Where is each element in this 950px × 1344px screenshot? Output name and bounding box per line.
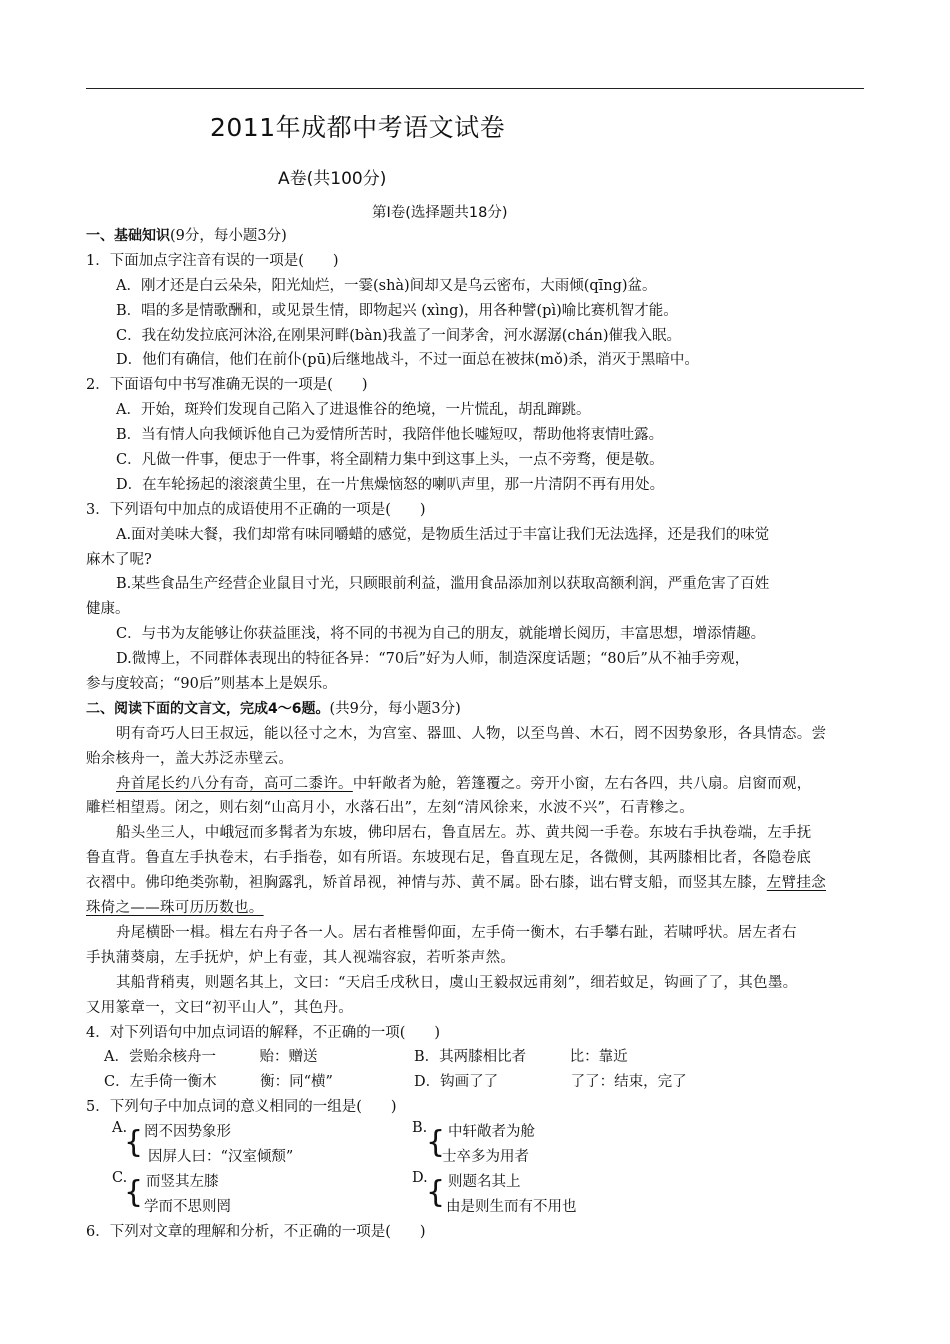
passage-p5-line1: 其船背稍夷，则题名其上，文曰：“天启壬戌秋日，虞山王毅叔远甫刻”，细若蚊足，钩画了了，其色墨。 (116, 974, 798, 991)
part-heading: 第Ⅰ卷(选择题共18分) (372, 205, 508, 221)
q6-stem: 6．下列对文章的理解和分析，不正确的一项是( ) (86, 1223, 426, 1240)
q3-option-c: C．与书为友能够让你获益匪浅，将不同的书视为自己的朋友，就能增长阅历，丰富思想，增添情趣。 (116, 626, 766, 643)
section2-heading: 二、阅读下面的文言文，完成4～6题。(共9分，每小题3分) (86, 700, 461, 717)
passage-p5-line2: 又用篆章一，文曰“初平山人”，其色丹。 (86, 999, 354, 1016)
q2-option-d: D．在车轮扬起的滚滚黄尘里，在一片焦燥恼怒的喇叭声里，那一片清阴不再有用处。 (116, 476, 665, 493)
q5-option-b-label: B. (412, 1120, 428, 1137)
q1-option-a: A．刚才还是白云朵朵，阳光灿烂，一霎(shà)间却又是乌云密布，大雨倾(qīng)盆。 (116, 277, 657, 294)
q3-option-a-line2: 麻木了呢? (86, 551, 152, 568)
q5-option-b-line1: 中轩敞者为舱 (448, 1124, 535, 1141)
q4-option-a: A．尝贻余核舟一 贻：赠送 (104, 1049, 318, 1066)
q1-option-d: D．他们有确信，他们在前仆(pū)后继地战斗，不过一面总在被抹(mǒ)杀，消灭于黑暗中。 (116, 352, 699, 369)
q4-stem: 4．对下列语句中加点词语的解释，不正确的一项( ) (86, 1024, 441, 1041)
exam-content (86, 224, 866, 1245)
q3-stem: 3．下列语句中加点的成语使用不正确的一项是( ) (86, 501, 426, 518)
q5-option-b-line2: 士卒多为用者 (442, 1148, 529, 1165)
exam-subtitle: A卷(共100分) (278, 169, 387, 189)
q5-brace-c: { (124, 1174, 144, 1210)
passage-p2-line2: 雕栏相望焉。闭之，则右刻“山高月小，水落石出”，左刻“清风徐来，水波不兴”，石青糁之。 (86, 800, 695, 817)
q3-option-d-line1: D.微博上，不同群体表现出的特征各异：“70后”好为人师，制造深度话题；“80后”从不袖手旁观， (116, 651, 750, 668)
underlined-sentence-1: 舟首尾长约八分有奇，高可二黍许。 (116, 775, 353, 792)
q2-option-b: B．当有情人向我倾诉他自己为爱情所苦时，我陪伴他长嘘短叹，帮助他将衷情吐露。 (116, 427, 664, 444)
q5-brace-a: { (124, 1125, 144, 1161)
q5-options (86, 1120, 866, 1220)
q1-option-b: B．唱的多是情歌酬和，或见景生情，即物起兴 (xìng)，用各种譬(pì)喻比赛机智才能。 (116, 302, 678, 319)
exam-title: 2011年成都中考语文试卷 (210, 113, 506, 142)
q5-option-d-line2: 由是则生而有不用也 (446, 1198, 577, 1215)
q5-option-a-label: A. (112, 1120, 128, 1137)
passage-p3-line4 (86, 896, 866, 921)
q4-options-row2 (86, 1070, 866, 1095)
q5-option-c-line1: 而竖其左膝 (146, 1173, 219, 1190)
q1-stem: 1．下面加点字注音有误的一项是( ) (86, 252, 339, 269)
header-rule (86, 88, 864, 89)
q1-option-c: C．我在幼发拉底河沐浴,在刚果河畔(bàn)我盖了一间茅舍，河水潺潺(chán)催我入眠。 (116, 327, 682, 344)
passage-p1-line1: 明有奇巧人曰王叔远，能以径寸之木，为宫室、器皿、人物，以至鸟兽、木石，罔不因势象形，各具情态。尝 (116, 725, 827, 742)
q3-option-d-line2: 参与度较高；“90后”则基本上是娱乐。 (86, 676, 337, 693)
q4-option-c: C．左手倚一衡木 衡：同“横” (104, 1074, 333, 1091)
q3-option-b-line1: B.某些食品生产经营企业鼠目寸光，只顾眼前利益，滥用食品添加剂以获取高额利润，严重危害了百姓 (116, 576, 770, 593)
underlined-sentence-2b: 珠倚之——珠可历历数也。 (86, 900, 264, 917)
q4-option-b: B．其两膝相比者 比：靠近 (414, 1049, 628, 1066)
passage-p2-line1: 舟首尾长约八分有奇，高可二黍许。中轩敞者为舱，箬篷覆之。旁开小窗，左右各四，共八扇。启窗而观， (116, 775, 812, 792)
q3-option-b-line2: 健康。 (86, 601, 130, 618)
underlined-sentence-2a: 左臂挂念 (766, 875, 826, 892)
passage-p3-line3: 衣褶中。佛印绝类弥勒，袒胸露乳，矫首昂视，神情与苏、黄不属。卧右膝，诎右臂支船，而竖其左膝，左臂挂念 (86, 875, 826, 892)
q5-brace-d: { (426, 1174, 446, 1210)
q5-option-a-line2: 因屏人曰：“汉室倾颓” (148, 1148, 294, 1165)
q2-option-a: A．开始，斑羚们发现自己陷入了进退惟谷的绝境，一片慌乱，胡乱蹿跳。 (116, 402, 591, 419)
passage-p3-line2: 鲁直背。鲁直左手执卷末，右手指卷，如有所语。东坡现右足，鲁直现左足，各微侧，其两膝相比者，各隐卷底 (86, 850, 812, 867)
q4-options-row1 (86, 1045, 866, 1070)
q5-stem: 5．下列句子中加点词的意义相同的一组是( ) (86, 1099, 397, 1116)
q2-stem: 2．下面语句中书写准确无误的一项是( ) (86, 377, 368, 394)
q4-option-d: D．钩画了了 了了：结束，完了 (414, 1074, 687, 1091)
q5-brace-b: { (426, 1125, 446, 1161)
passage-p4-line1: 舟尾横卧一楫。楫左右舟子各一人。居右者椎髻仰面，左手倚一衡木，右手攀右趾，若啸呼状。居左者右 (116, 924, 797, 941)
q2-option-c: C．凡做一件事，便忠于一件事，将全副精力集中到这事上头，一点不旁骛，便是敬。 (116, 452, 664, 469)
q5-option-c-label: C. (112, 1169, 128, 1186)
q5-option-d-label: D. (412, 1169, 428, 1186)
q5-option-c-line2: 学而不思则罔 (144, 1198, 231, 1215)
section1-heading: 一、基础知识(9分，每小题3分) (86, 228, 287, 244)
q5-option-a-line1: 罔不因势象形 (144, 1124, 231, 1141)
passage-p4-line2: 手执蒲葵扇，左手抚炉，炉上有壶，其人视端容寂，若听茶声然。 (86, 949, 516, 966)
q3-option-a-line1: A.面对美味大餐，我们却常有味同嚼蜡的感觉，是物质生活过于丰富让我们无法选择，还是我们的味觉 (116, 526, 770, 543)
q5-option-d-line1: 则题名其上 (448, 1173, 521, 1190)
passage-p3-line1: 船头坐三人，中峨冠而多髯者为东坡，佛印居右，鲁直居左。苏、黄共阅一手卷。东坡右手执卷端，左手抚 (116, 825, 812, 842)
passage-p1-line2: 贻余核舟一，盖大苏泛赤壁云。 (86, 750, 294, 767)
